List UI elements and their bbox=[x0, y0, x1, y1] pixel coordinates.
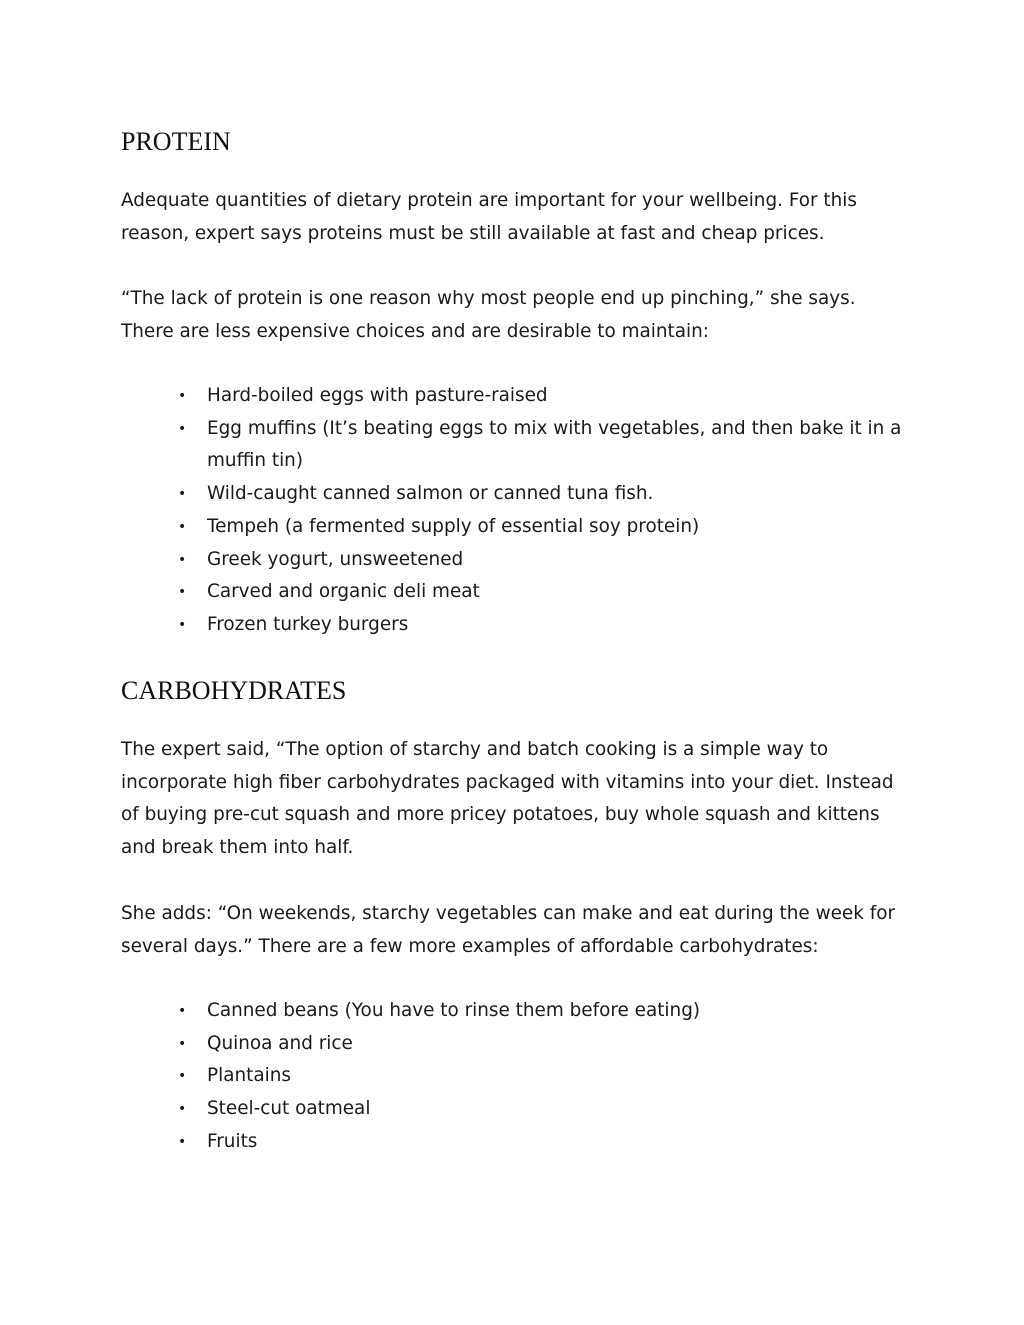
list-item bbox=[121, 1093, 907, 1126]
protein-paragraph-1: Adequate quantities of dietary protein are important for your wellbeing. For this reason, expert says proteins must be still available at fast and cheap prices. bbox=[121, 190, 857, 244]
list-item-text: Plantains bbox=[207, 1065, 291, 1087]
carbohydrates-paragraph-2: She adds: “On weekends, starchy vegetables can make and eat during the week for several days.” There are a few more examples of affordable carbohydrates: bbox=[121, 903, 896, 957]
list-item bbox=[121, 1060, 907, 1093]
list-item-text: Fruits bbox=[207, 1130, 258, 1152]
carbohydrates-list bbox=[121, 995, 907, 1159]
list-item-text: Canned beans (You have to rinse them before eating) bbox=[207, 1000, 701, 1021]
list-item-text: Hard-boiled eggs with pasture-raised bbox=[207, 385, 548, 406]
list-item bbox=[121, 413, 907, 478]
bullet-icon: • bbox=[178, 388, 187, 404]
list-item bbox=[121, 609, 907, 642]
bullet-icon: • bbox=[178, 1133, 187, 1150]
bullet-icon: • bbox=[178, 1003, 187, 1019]
list-item bbox=[121, 1126, 907, 1159]
bullet-icon: • bbox=[178, 518, 187, 535]
list-item-text: Frozen turkey burgers bbox=[207, 613, 409, 635]
bullet-icon: • bbox=[178, 1101, 187, 1118]
bullet-icon: • bbox=[178, 551, 187, 568]
carbohydrates-paragraph-1: The expert said, “The option of starchy and batch cooking is a simple way to incorporate high fiber carbohydrates packaged with vitamins into your diet. Instead of buying pre-cut squash and more pricey potatoes, buy whole squash and kittens and break them into half. bbox=[121, 739, 894, 859]
protein-paragraph-2: “The lack of protein is one reason why most people end up pinching,” she says. There are less expensive choices and are desirable to maintain: bbox=[121, 288, 856, 342]
list-item-text: Carved and organic deli meat bbox=[207, 581, 480, 603]
section-heading-protein: PROTEIN bbox=[121, 127, 231, 156]
bullet-icon: • bbox=[178, 1068, 187, 1085]
list-item bbox=[121, 1028, 907, 1061]
list-item-text: Tempeh (a fermented supply of essential soy protein) bbox=[207, 515, 700, 537]
list-item-text: Wild-caught canned salmon or canned tuna fish. bbox=[207, 483, 654, 505]
list-item-text: Quinoa and rice bbox=[207, 1032, 353, 1054]
bullet-icon: • bbox=[178, 616, 187, 633]
list-item-text: Steel-cut oatmeal bbox=[207, 1098, 371, 1120]
section-heading-carbohydrates: CARBOHYDRATES bbox=[121, 676, 347, 705]
bullet-icon: • bbox=[178, 1035, 187, 1052]
list-item bbox=[121, 576, 907, 609]
list-item bbox=[121, 511, 907, 544]
bullet-icon: • bbox=[178, 584, 187, 601]
list-item-text: Egg muffins (It’s beating eggs to mix with vegetables, and then bake it in a muffin tin) bbox=[207, 417, 902, 472]
list-item bbox=[121, 478, 907, 511]
bullet-icon: • bbox=[178, 420, 187, 437]
protein-list bbox=[121, 380, 907, 642]
list-item bbox=[121, 995, 907, 1028]
list-item bbox=[121, 380, 907, 413]
bullet-icon: • bbox=[178, 486, 187, 503]
list-item bbox=[121, 544, 907, 577]
list-item-text: Greek yogurt, unsweetened bbox=[207, 548, 464, 570]
